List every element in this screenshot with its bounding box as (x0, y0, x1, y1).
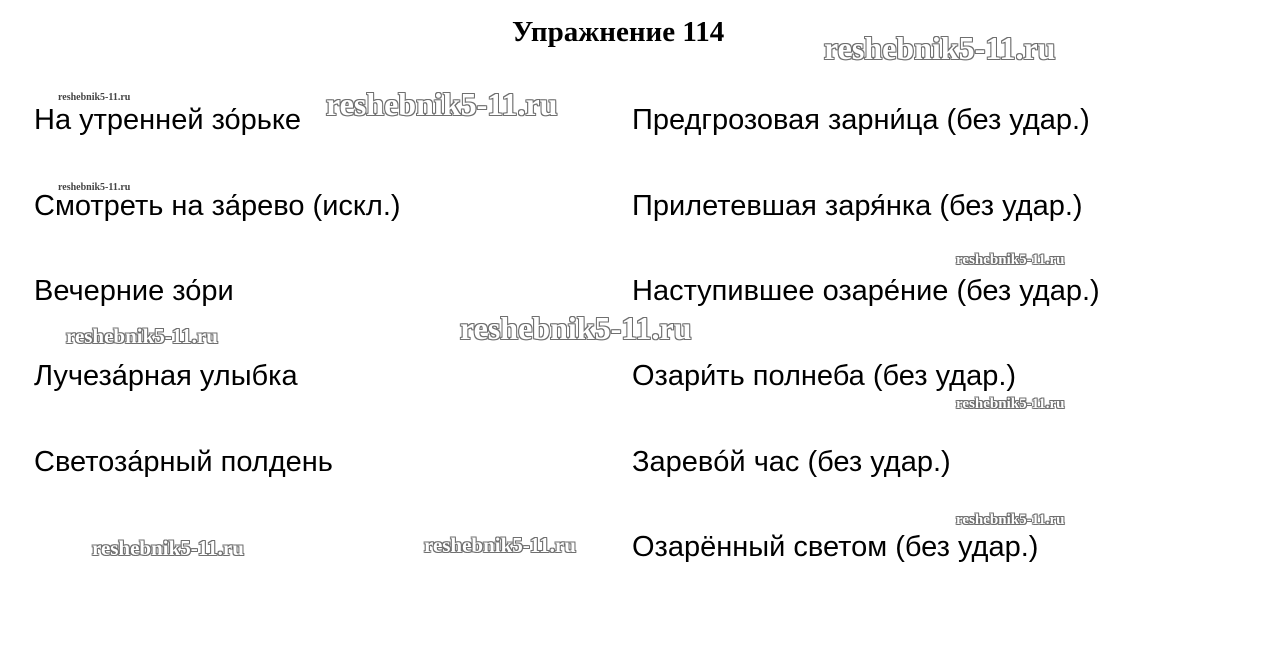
watermark: reshebnik5-11.ru (58, 182, 131, 193)
page-title: Упражнение 114 (512, 16, 725, 48)
left-line-2: Смотреть на за́рево (искл.) (34, 190, 401, 222)
left-line-5: Светоза́рный полдень (34, 446, 333, 478)
right-line-3: Наступившее озаре́ние (без удар.) (632, 275, 1100, 307)
right-line-4: Озари́ть полнеба (без удар.) (632, 360, 1017, 392)
watermark: reshebnik5-11.ru (92, 536, 244, 560)
left-line-4: Лучеза́рная улыбка (34, 360, 298, 392)
watermark: reshebnik5-11.ru (326, 86, 558, 122)
watermark: reshebnik5-11.ru (424, 533, 576, 557)
right-line-6: Озарённый светом (без удар.) (632, 531, 1039, 563)
watermark: reshebnik5-11.ru (956, 396, 1065, 412)
watermark: reshebnik5-11.ru (956, 252, 1065, 268)
right-line-5: Заревóй час (без удар.) (632, 446, 951, 478)
watermark: reshebnik5-11.ru (66, 324, 218, 348)
left-line-1: На утренней зо́рьке (34, 104, 302, 136)
watermark: reshebnik5-11.ru (58, 92, 131, 103)
left-line-3: Вечерние зо́ри (34, 275, 234, 307)
right-line-2: Прилетевшая заря́нка (без удар.) (632, 190, 1083, 222)
watermark: reshebnik5-11.ru (460, 310, 692, 346)
watermark: reshebnik5-11.ru (824, 30, 1056, 66)
watermark: reshebnik5-11.ru (956, 512, 1065, 528)
right-line-1: Предгрозовая зарни́ца (без удар.) (632, 104, 1090, 136)
